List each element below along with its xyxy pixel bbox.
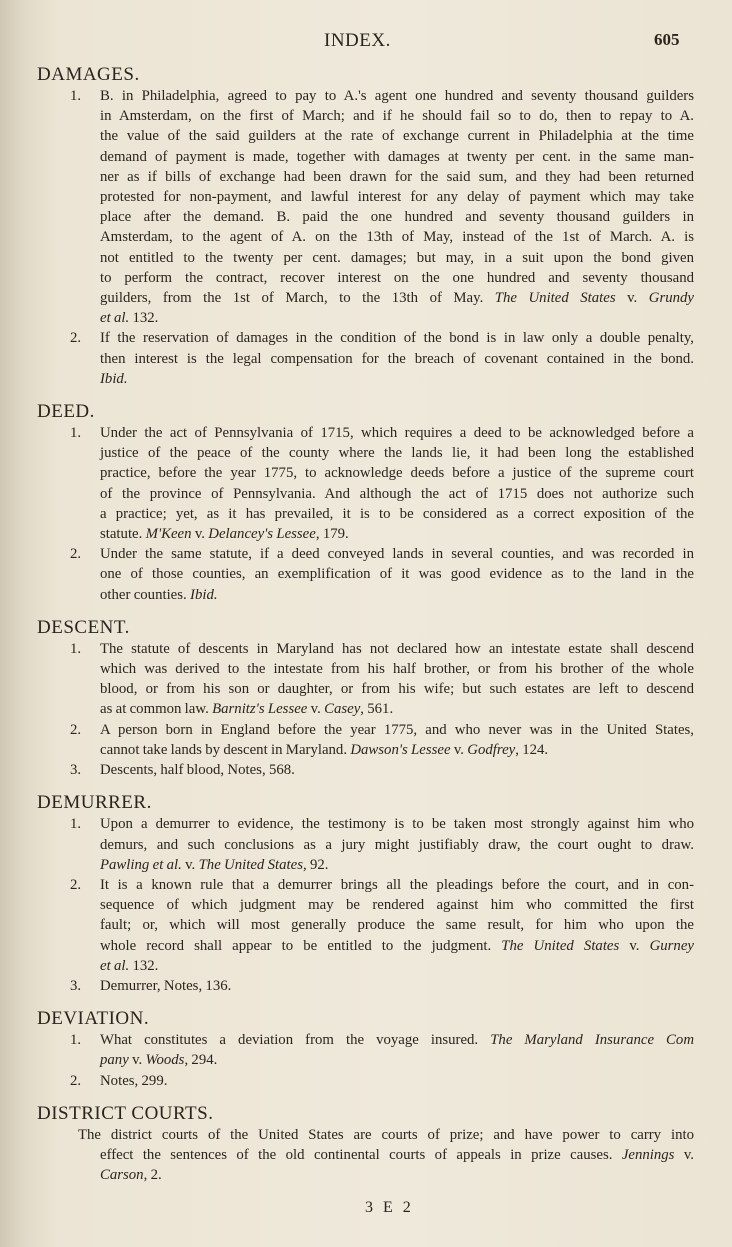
entry-text: guilders, from the 1st of March, to the 13th of May.	[100, 290, 495, 307]
section-heading: DEED.	[37, 401, 95, 423]
entry-text: justice of the peace of the county where the lands lie, it had been long the established	[100, 445, 694, 462]
entry-text: effect the sentences of the old continental courts of appeals in prize causes.	[100, 1146, 622, 1163]
entry-text: A person born in England before the year 1775, and who never was in the United States,	[100, 721, 694, 738]
section-heading: DEMURRER.	[37, 792, 152, 814]
entry-text: the value of the said guilders at the rate of exchange current in Philadelphia at the time	[100, 128, 694, 145]
index-section	[0, 401, 732, 605]
entry-text: v.	[619, 937, 650, 954]
case-citation: Ibid.	[100, 370, 128, 387]
case-citation: pany	[100, 1052, 129, 1069]
entry-text: , 179.	[315, 526, 349, 543]
entry-line	[100, 227, 694, 247]
entry-text: whole record shall appear to be entitled to the judgment.	[100, 937, 502, 954]
section-entries	[70, 423, 694, 605]
entry-line	[70, 1071, 694, 1091]
entry-line	[100, 699, 694, 719]
entry-line	[100, 740, 694, 760]
entry-line	[100, 147, 694, 167]
entry-text: to perform the contract, recover interest on the one hundred and seventy thousand	[100, 269, 694, 286]
index-section	[0, 1008, 732, 1091]
entry-line	[100, 855, 694, 875]
index-entry	[70, 760, 694, 780]
case-citation: et al.	[100, 310, 130, 327]
entry-line	[100, 369, 694, 389]
entry-line	[100, 167, 694, 187]
entry-line	[100, 936, 694, 956]
running-header	[0, 0, 732, 54]
index-section	[0, 64, 732, 389]
entry-line	[100, 187, 694, 207]
entry-text: Under the act of Pennsylvania of 1715, which requires a deed to be acknowledged before a	[100, 425, 694, 442]
entry-text: v.	[450, 741, 468, 758]
entry-text: Notes, 299.	[100, 1072, 168, 1089]
entry-number: 1.	[70, 640, 82, 657]
entry-text: , 92.	[302, 856, 329, 873]
entry-number: 3.	[70, 762, 82, 779]
case-citation: Delancey's Lessee	[208, 526, 316, 543]
entry-text: blood, or from his son or daughter, or from his wife; but such estates are left to descend	[100, 681, 694, 698]
case-citation: The United States	[198, 856, 303, 873]
entry-text: demand of payment is made, together with damages at twenty per cent. in the same man-	[100, 148, 694, 165]
entry-text: v.	[181, 856, 199, 873]
index-section	[0, 617, 732, 780]
entry-line	[100, 659, 694, 679]
entry-line	[100, 564, 694, 584]
entry-line	[100, 443, 694, 463]
entry-line	[70, 86, 694, 106]
entry-line	[100, 484, 694, 504]
section-heading: DEVIATION.	[37, 1008, 150, 1030]
entry-text: v.	[307, 701, 325, 718]
entry-line	[70, 814, 694, 834]
entry-number: 3.	[70, 977, 82, 994]
entry-line	[70, 760, 694, 780]
entry-line	[100, 835, 694, 855]
entry-text: cannot take lands by descent in Maryland.	[100, 741, 351, 758]
entry-line	[100, 504, 694, 524]
entry-text: of the province of Pennsylvania. And although the act of 1715 does not authorize such	[100, 485, 694, 502]
entry-text: What constitutes a deviation from the voyage insured.	[100, 1032, 491, 1049]
entry-text: , 294.	[184, 1052, 218, 1069]
index-entry	[70, 328, 694, 389]
entry-line	[78, 1125, 694, 1145]
case-citation: Grundy	[648, 290, 694, 307]
entry-text: v.	[128, 1052, 146, 1069]
entry-number: 1.	[70, 425, 82, 442]
index-entry	[70, 1071, 694, 1091]
case-citation: Pawling et al.	[100, 856, 182, 873]
entry-text: Descents, half blood, Notes, 568.	[100, 762, 295, 779]
section-entries	[70, 86, 694, 389]
case-citation: et al.	[100, 957, 130, 974]
section-heading: DISTRICT COURTS.	[37, 1102, 214, 1124]
page-title: INDEX.	[324, 30, 391, 51]
section-heading: DESCENT.	[37, 616, 130, 638]
index-entry	[70, 875, 694, 976]
entry-line	[70, 639, 694, 659]
entry-number: 2.	[70, 1072, 82, 1089]
entry-text: a practice; yet, as it has prevailed, it is to be considered as a correct exposition of the	[100, 505, 694, 522]
entry-text: It is a known rule that a demurrer brings all the pleadings before the court, and in con-	[100, 876, 694, 893]
entry-line	[100, 679, 694, 699]
entry-text: , 561.	[360, 701, 394, 718]
entry-line	[100, 915, 694, 935]
page-number: 605	[654, 30, 680, 49]
signature-mark: 3 E 2	[365, 1199, 414, 1217]
entry-number: 2.	[70, 546, 82, 563]
entry-text: B. in Philadelphia, agreed to pay to A.'s agent one hundred and seventy thousand guilders	[100, 88, 694, 104]
entry-number: 2.	[70, 330, 82, 347]
entry-text: , 124.	[515, 741, 549, 758]
entry-text: If the reservation of damages in the condition of the bond is in law only a double penalty,	[100, 330, 694, 347]
section-entries	[78, 1125, 695, 1186]
entry-text: then interest is the legal compensation for the breach of covenant contained in the bond.	[100, 350, 694, 367]
entry-text: Demurrer, Notes, 136.	[100, 977, 232, 994]
case-citation: The United States	[494, 290, 616, 307]
entry-text: Amsterdam, to the agent of A. on the 13th of May, instead of the 1st of March. A. is	[100, 229, 694, 246]
entry-text: in Amsterdam, on the first of March; and if he should fail so to do, then to repay to A.	[100, 108, 694, 125]
entry-text: sequence of which judgment may be rendered against him who committed the first	[100, 897, 694, 914]
case-citation: Jennings	[621, 1146, 675, 1163]
index-entry	[70, 976, 694, 996]
entry-line	[70, 544, 694, 564]
index-section	[0, 1103, 732, 1186]
case-citation: Barnitz's Lessee	[212, 701, 308, 718]
entry-line	[100, 106, 694, 126]
entry-number: 1.	[70, 88, 82, 104]
entry-text: statute.	[100, 526, 146, 543]
entry-text: 132.	[129, 957, 159, 974]
entry-text: v.	[191, 526, 209, 543]
entry-line	[100, 248, 694, 268]
entry-line	[100, 1165, 694, 1185]
entry-line	[100, 585, 694, 605]
entry-line	[100, 207, 694, 227]
index-body	[0, 64, 732, 1185]
section-entries	[70, 1030, 695, 1091]
entry-text: other counties.	[100, 586, 191, 603]
entry-number: 2.	[70, 721, 82, 738]
entry-text: which was derived to the intestate from his half brother, or from his brother of the whole	[100, 661, 694, 678]
entry-line	[100, 895, 694, 915]
entry-text: , 2.	[143, 1167, 162, 1184]
case-citation: Gurney	[649, 937, 694, 954]
entry-text: v.	[615, 290, 649, 307]
case-citation: Dawson's Lessee	[350, 741, 451, 758]
index-entry	[70, 423, 694, 544]
entry-text: ner as if bills of exchange had been drawn for the said sum, and they had been returned	[100, 168, 694, 185]
entry-number: 2.	[70, 876, 82, 893]
case-citation: The United States	[501, 937, 620, 954]
case-citation: Woods	[145, 1052, 185, 1069]
index-entry	[70, 639, 694, 720]
entry-line	[70, 1030, 695, 1050]
entry-line	[100, 268, 694, 288]
entry-text: place after the demand. B. paid the one hundred and seventy thousand guilders in	[100, 209, 694, 226]
index-entry	[70, 86, 694, 328]
entry-number: 1.	[70, 1032, 82, 1049]
case-citation: M'Keen	[145, 526, 192, 543]
entry-line	[70, 976, 694, 996]
entry-text: practice, before the year 1775, to acknowledge deeds before a justice of the supreme court	[100, 465, 694, 482]
entry-text: v.	[674, 1146, 695, 1163]
case-citation: The Maryland Insurance Com	[490, 1032, 695, 1049]
index-section	[0, 792, 732, 996]
entry-text: demurs, and such conclusions as a jury might justifiably draw, the court ought to draw.	[100, 836, 694, 853]
section-heading: DAMAGES.	[37, 64, 140, 85]
entry-line	[70, 423, 694, 443]
entry-text: The district courts of the United States are courts of prize; and have power to carry into	[78, 1126, 694, 1143]
entry-line	[100, 349, 694, 369]
entry-line	[70, 875, 694, 895]
index-entry	[70, 720, 694, 760]
entry-text: The statute of descents in Maryland has not declared how an intestate estate shall descend	[100, 640, 694, 657]
entry-text: as at common law.	[100, 701, 213, 718]
case-citation: Casey	[324, 701, 361, 718]
entry-line	[100, 288, 694, 308]
index-entry	[78, 1125, 694, 1186]
entry-line	[70, 328, 694, 348]
entry-line	[100, 463, 694, 483]
entry-line	[100, 308, 694, 328]
entry-line	[100, 1145, 694, 1165]
entry-text: fault; or, which will most generally produce the same result, for him who upon the	[100, 917, 694, 934]
entry-number: 1.	[70, 816, 82, 833]
entry-text: Upon a demurrer to evidence, the testimony is to be taken most strongly against him who	[100, 816, 694, 833]
entry-line	[100, 1050, 694, 1070]
entry-line	[100, 126, 694, 146]
section-entries	[70, 814, 694, 996]
index-entry	[70, 1030, 695, 1070]
entry-line	[70, 720, 694, 740]
entry-line	[100, 956, 694, 976]
entry-text: 132.	[129, 310, 159, 327]
case-citation: Ibid.	[190, 586, 218, 603]
case-citation: Carson	[100, 1167, 144, 1184]
section-entries	[70, 639, 694, 780]
entry-text: protested for non-payment, and lawful interest for any delay of payment which may take	[100, 189, 694, 206]
entry-line	[100, 524, 694, 544]
entry-text: not entitled to the twenty per cent. damages; but may, in a suit upon the bond given	[100, 249, 694, 266]
index-entry	[70, 544, 694, 605]
index-entry	[70, 814, 694, 875]
entry-text: Under the same statute, if a deed conveyed lands in several counties, and was recorded in	[100, 546, 694, 563]
case-citation: Godfrey	[467, 741, 516, 758]
entry-text: one of those counties, an exemplification of it was good evidence as to the land in the	[100, 566, 694, 583]
